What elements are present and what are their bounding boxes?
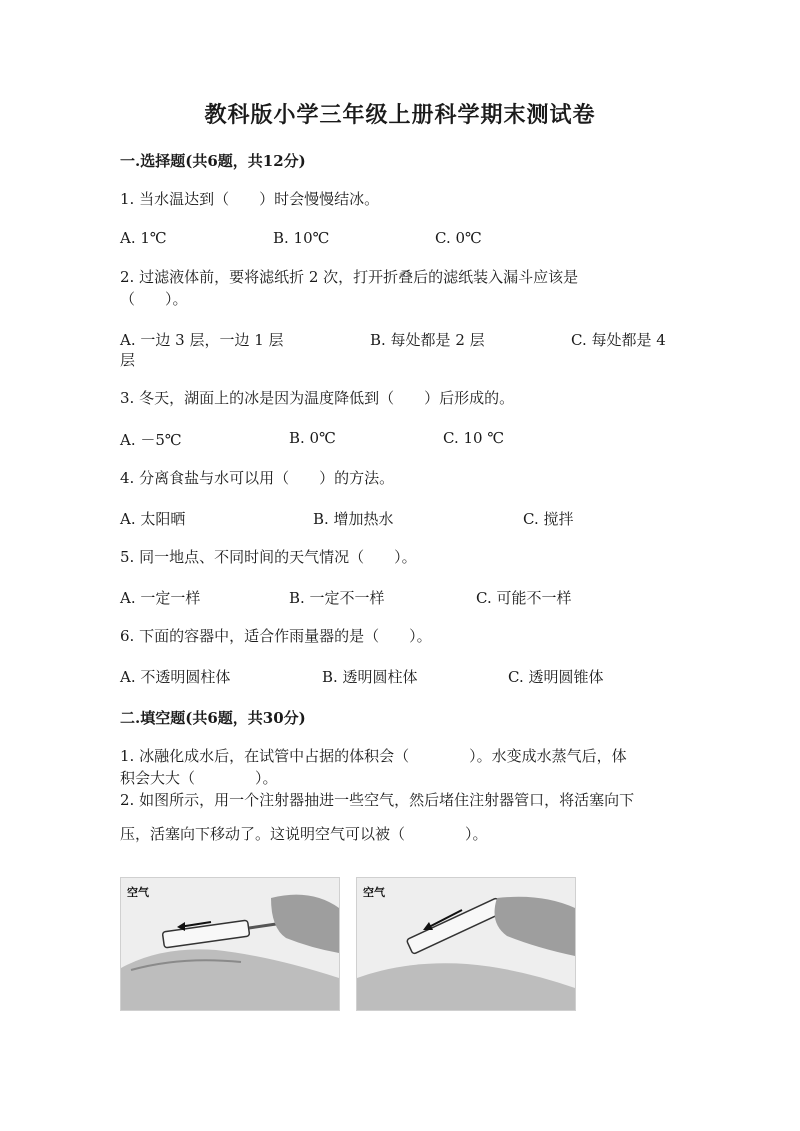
question-4-option-b: B. 增加热水	[313, 510, 394, 528]
question-5-stem: 5. 同一地点、不同时间的天气情况（ ）。	[120, 548, 417, 566]
question-6-option-c: C. 透明圆锥体	[508, 668, 604, 686]
figure-right-label: 空气	[363, 886, 385, 899]
exam-title: 教科版小学三年级上册科学期末测试卷	[204, 102, 596, 128]
fill-1-line2: 积会大大（ ）。	[120, 769, 278, 787]
question-6-option-b: B. 透明圆柱体	[322, 668, 418, 686]
question-5-option-a: A. 一定一样	[120, 589, 201, 607]
question-1-option-a: A. 1℃	[120, 229, 167, 247]
fill-2-line2: 压，活塞向下移动了。这说明空气可以被（ ）。	[120, 825, 488, 843]
question-2-option-a: A. 一边 3 层，一边 1 层	[120, 331, 284, 349]
question-4-option-c: C. 搅拌	[523, 510, 574, 528]
fill-1-line1: 1. 冰融化成水后，在试管中占据的体积会（ ）。水变成水蒸气后，体	[120, 747, 627, 765]
question-2-option-b: B. 每处都是 2 层	[370, 331, 485, 349]
question-2-option-c: C. 每处都是 4	[571, 331, 666, 349]
section-heading-choice: 一.选择题(共6题，共12分)	[120, 152, 306, 170]
question-5-option-b: B. 一定不一样	[289, 589, 385, 607]
syringe-photo-right	[356, 877, 576, 1011]
figure-left-label: 空气	[127, 886, 149, 899]
question-1-option-b: B. 10℃	[273, 229, 330, 247]
syringe-photo-left	[120, 877, 340, 1011]
fill-2-line1: 2. 如图所示，用一个注射器抽进一些空气，然后堵住注射器管口，将活塞向下	[120, 791, 635, 809]
question-6-option-a: A. 不透明圆柱体	[120, 668, 231, 686]
question-5-option-c: C. 可能不一样	[476, 589, 572, 607]
question-1-option-c: C. 0℃	[435, 229, 482, 247]
question-2-stem-line2: （ ）。	[120, 290, 188, 308]
question-1-stem: 1. 当水温达到（ ）时会慢慢结冰。	[120, 190, 380, 208]
syringe-illustration-right	[357, 878, 575, 1010]
question-2-stem-line1: 2. 过滤液体前，要将滤纸折 2 次，打开折叠后的滤纸装入漏斗应该是	[120, 268, 579, 286]
question-4-stem: 4. 分离食盐与水可以用（ ）的方法。	[120, 469, 395, 487]
section-heading-fill: 二.填空题(共6题，共30分)	[120, 709, 306, 727]
question-3-option-a: A. －5℃	[120, 431, 182, 449]
question-3-option-b: B. 0℃	[289, 429, 336, 447]
question-4-option-a: A. 太阳晒	[120, 510, 186, 528]
syringe-illustration-left	[121, 878, 339, 1010]
question-3-option-c: C. 10 ℃	[443, 429, 505, 447]
question-6-stem: 6. 下面的容器中，适合作雨量器的是（ ）。	[120, 627, 432, 645]
question-2-option-c-wrap: 层	[120, 351, 136, 369]
question-3-stem: 3. 冬天，湖面上的冰是因为温度降低到（ ）后形成的。	[120, 389, 515, 407]
